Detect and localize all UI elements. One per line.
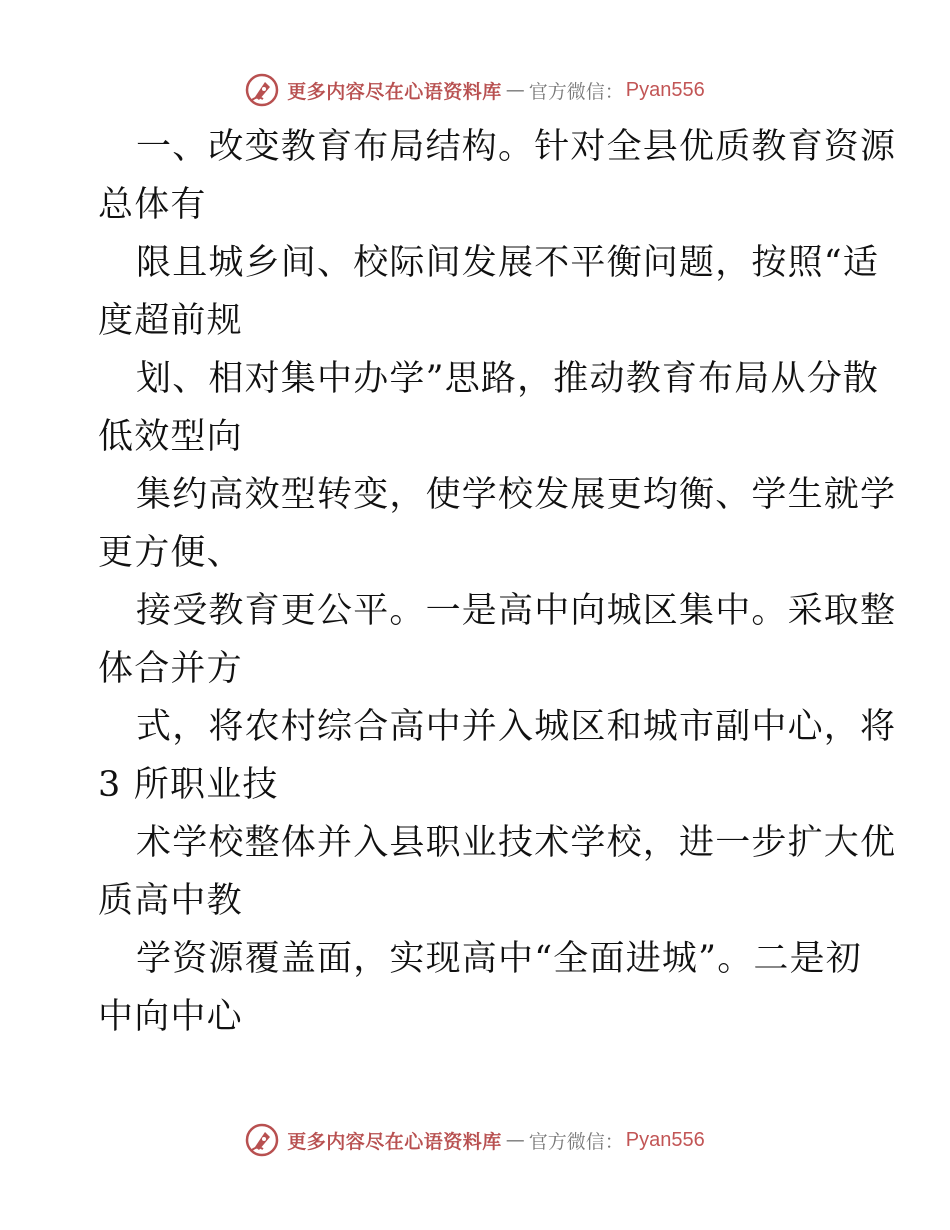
watermark-title: 更多内容尽在心语资料库: [287, 1130, 502, 1153]
watermark-wechat-id: Pyan556: [625, 78, 705, 101]
text-line: 3 所职业技: [98, 765, 279, 805]
pen-nib-logo-icon: [245, 1123, 279, 1157]
text-line: 低效型向: [98, 417, 243, 457]
text-line: 学资源覆盖面，实现高中“全面进城”。二是初: [136, 939, 862, 979]
watermark-wechat-id: Pyan556: [625, 1128, 705, 1151]
header-watermark: [0, 70, 950, 110]
watermark-title: 更多内容尽在心语资料库: [287, 80, 502, 103]
text-line: 术学校整体并入县职业技术学校，进一步扩大优: [136, 823, 897, 863]
text-line: 更方便、: [98, 533, 243, 573]
text-line: 中向中心: [98, 997, 243, 1037]
text-line: 总体有: [98, 185, 207, 225]
text-line: 接受教育更公平。一是高中向城区集中。采取整: [136, 591, 897, 631]
pen-nib-logo-icon: [245, 73, 279, 107]
footer-watermark: [0, 1120, 950, 1160]
document-body: [98, 118, 897, 1046]
text-line: 集约高效型转变，使学校发展更均衡、学生就学: [136, 475, 897, 515]
watermark-dash: —: [505, 79, 525, 101]
text-line: 一、改变教育布局结构。针对全县优质教育资源: [136, 127, 897, 167]
watermark-wechat-label: 官方微信：: [528, 80, 624, 103]
text-line: 度超前规: [98, 301, 243, 341]
text-line: 质高中教: [98, 881, 243, 921]
watermark-wechat-label: 官方微信：: [528, 1130, 624, 1153]
text-line: 划、相对集中办学”思路，推动教育布局从分散: [136, 359, 880, 399]
text-line: 式，将农村综合高中并入城区和城市副中心，将: [136, 707, 897, 747]
text-line: 限且城乡间、校际间发展不平衡问题，按照“适: [136, 243, 880, 283]
text-line: 体合并方: [98, 649, 243, 689]
watermark-dash: —: [505, 1129, 525, 1151]
